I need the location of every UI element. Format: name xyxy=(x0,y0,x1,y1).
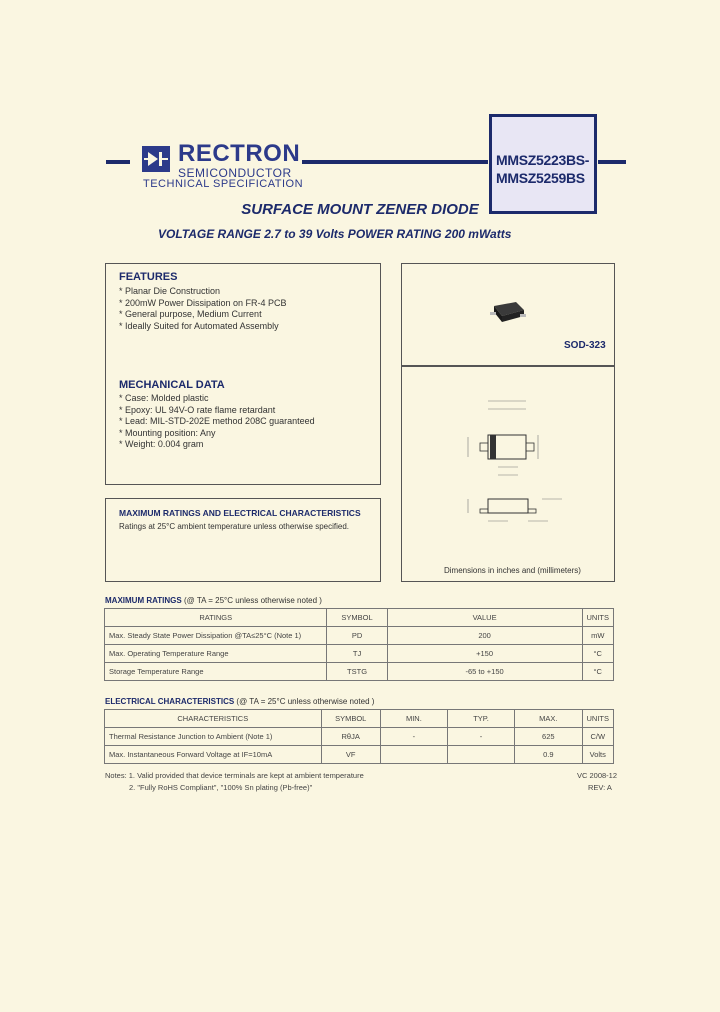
document-type: TECHNICAL SPECIFICATION xyxy=(143,178,304,190)
table-row xyxy=(105,746,614,764)
elec-chars-table xyxy=(104,709,614,764)
table-header: CHARACTERISTICS xyxy=(105,710,322,728)
header-bar-left xyxy=(106,160,130,164)
table-cell: - xyxy=(380,728,447,746)
package-photo-icon xyxy=(490,300,526,329)
table-cell: mW xyxy=(582,627,614,645)
table-header-row xyxy=(105,710,614,728)
table-header: MAX. xyxy=(515,710,582,728)
table-header: RATINGS xyxy=(105,609,327,627)
elec-chars-title xyxy=(105,697,374,706)
revision: REV: A xyxy=(588,783,612,792)
table-cell: -65 to +150 xyxy=(387,663,582,681)
table-header: SYMBOL xyxy=(321,710,380,728)
max-ratings-title-bold: MAXIMUM RATINGS xyxy=(105,596,182,605)
rectron-logo-icon xyxy=(142,146,170,172)
table-header: MIN. xyxy=(380,710,447,728)
table-cell: PD xyxy=(327,627,387,645)
company-subtitle: SEMICONDUCTOR xyxy=(178,166,292,180)
table-cell: Storage Temperature Range xyxy=(105,663,327,681)
table-cell: TSTG xyxy=(327,663,387,681)
elec-chars-title-rest: (@ TA = 25°C unless otherwise noted ) xyxy=(236,697,375,706)
feature-item: * General purpose, Medium Current xyxy=(119,309,262,319)
mechanical-item: * Weight: 0.004 gram xyxy=(119,439,204,449)
table-row xyxy=(105,663,614,681)
table-cell: RθJA xyxy=(321,728,380,746)
table-cell: C/W xyxy=(582,728,614,746)
feature-item: * Ideally Suited for Automated Assembly xyxy=(119,320,279,331)
table-cell xyxy=(380,746,447,764)
note-2: 2. "Fully RoHS Compliant", "100% Sn plating (Pb-free)" xyxy=(129,783,313,792)
ratings-box xyxy=(105,498,381,582)
page-subtitle: VOLTAGE RANGE 2.7 to 39 Volts POWER RATING 200 mWatts xyxy=(158,227,512,241)
dimension-note: Dimensions in inches and (millimeters) xyxy=(444,566,581,575)
company-name: RECTRON xyxy=(178,140,301,167)
table-cell: Volts xyxy=(582,746,614,764)
table-cell: VF xyxy=(321,746,380,764)
mechanical-item: * Case: Molded plastic xyxy=(119,393,209,403)
mechanical-item: * Mounting position: Any xyxy=(119,427,216,438)
table-header: UNITS xyxy=(582,609,614,627)
mechanical-heading: MECHANICAL DATA xyxy=(119,379,225,391)
table-cell: Thermal Resistance Junction to Ambient (Note 1) xyxy=(105,728,322,746)
table-cell: Max. Steady State Power Dissipation @TA≤25°C (Note 1) xyxy=(105,627,327,645)
table-row xyxy=(105,627,614,645)
features-heading: FEATURES xyxy=(119,271,178,283)
package-box xyxy=(401,263,615,366)
part-number-line-1: MMSZ5223BS- xyxy=(496,152,590,168)
note-1: Notes: 1. Valid provided that device terminals are kept at ambient temperature xyxy=(105,771,364,780)
features-box xyxy=(105,263,381,485)
table-header: SYMBOL xyxy=(327,609,387,627)
table-cell: 200 xyxy=(387,627,582,645)
header-bar-right xyxy=(598,160,626,164)
feature-item: * 200mW Power Dissipation on FR-4 PCB xyxy=(119,297,287,308)
table-row xyxy=(105,728,614,746)
package-name: SOD-323 xyxy=(564,340,606,351)
max-ratings-title xyxy=(105,596,322,605)
part-number-line-2: MMSZ5259BS xyxy=(496,170,585,186)
table-header-row xyxy=(105,609,614,627)
table-cell: Max. Operating Temperature Range xyxy=(105,645,327,663)
table-cell: +150 xyxy=(387,645,582,663)
header-bar-middle xyxy=(302,160,488,164)
max-ratings-title-rest: (@ TA = 25°C unless otherwise noted ) xyxy=(183,596,322,605)
document-code: VC 2008-12 xyxy=(577,771,618,780)
table-cell: 625 xyxy=(515,728,582,746)
table-cell: Max. Instantaneous Forward Voltage at IF=10mA xyxy=(105,746,322,764)
dimension-drawing xyxy=(458,387,578,552)
table-cell xyxy=(447,746,514,764)
table-header: TYP. xyxy=(447,710,514,728)
part-number-box xyxy=(489,114,597,214)
mechanical-list xyxy=(119,393,315,451)
table-row xyxy=(105,645,614,663)
elec-chars-title-bold: ELECTRICAL CHARACTERISTICS xyxy=(105,697,235,706)
table-header: UNITS xyxy=(582,710,614,728)
page-title: SURFACE MOUNT ZENER DIODE xyxy=(241,201,479,218)
table-cell: °C xyxy=(582,663,614,681)
max-ratings-table xyxy=(104,608,614,681)
mechanical-item: * Epoxy: UL 94V-O rate flame retardant xyxy=(119,404,276,415)
dimension-box xyxy=(401,366,615,582)
table-cell: 0.9 xyxy=(515,746,582,764)
features-list xyxy=(119,286,287,332)
table-cell: °C xyxy=(582,645,614,663)
ratings-box-heading: MAXIMUM RATINGS AND ELECTRICAL CHARACTERISTICS xyxy=(119,508,361,518)
table-cell: TJ xyxy=(327,645,387,663)
table-header: VALUE xyxy=(387,609,582,627)
mechanical-item: * Lead: MIL-STD-202E method 208C guaranteed xyxy=(119,416,315,426)
feature-item: * Planar Die Construction xyxy=(119,286,221,296)
table-cell: - xyxy=(447,728,514,746)
ratings-box-note: Ratings at 25°C ambient temperature unless otherwise specified. xyxy=(119,522,349,531)
